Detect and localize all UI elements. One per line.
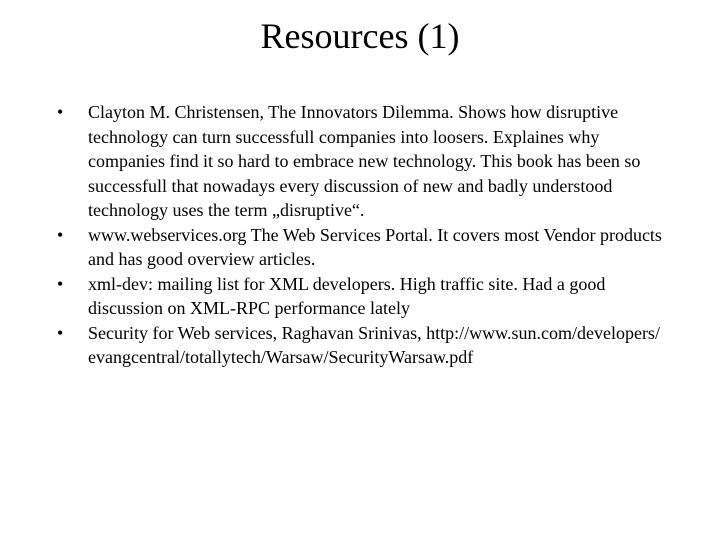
list-item-text: www.webservices.org The Web Services Portal. It covers most Vendor products and has good overview articles. xyxy=(88,224,662,269)
list-item-webservices xyxy=(57,223,667,272)
list-item-text: Clayton M. Christensen, The Innovators Dilemma. Shows how disruptive technology can turn successfull companies into loosers. Explaines why companies find it so hard to embrace new technology. This book has been so successfull that nowadays every discussion of new and badly understood technology uses the term „disruptive“. xyxy=(88,102,641,220)
security-pdf-url: http://www.sun.com/developers/evangcentral/totallytech/Warsaw/SecurityWarsaw.pdf xyxy=(88,322,660,367)
bullet-icon: • xyxy=(57,224,64,245)
list-item-security xyxy=(57,321,667,370)
slide-title: Resources (1) xyxy=(260,16,460,56)
bullet-list xyxy=(57,100,667,370)
bullet-icon: • xyxy=(57,322,64,343)
bullet-icon: • xyxy=(57,273,64,294)
bullet-icon: • xyxy=(57,102,64,122)
list-item-text: Security for Web services, Raghavan Srinivas, xyxy=(88,322,422,343)
list-item-xml-dev xyxy=(57,272,667,321)
list-item-text: xml-dev: mailing list for XML developers. High traffic site. Had a good discussion on XML-RPC performance lately xyxy=(88,273,606,318)
list-item-innovators-dilemma xyxy=(57,100,667,223)
